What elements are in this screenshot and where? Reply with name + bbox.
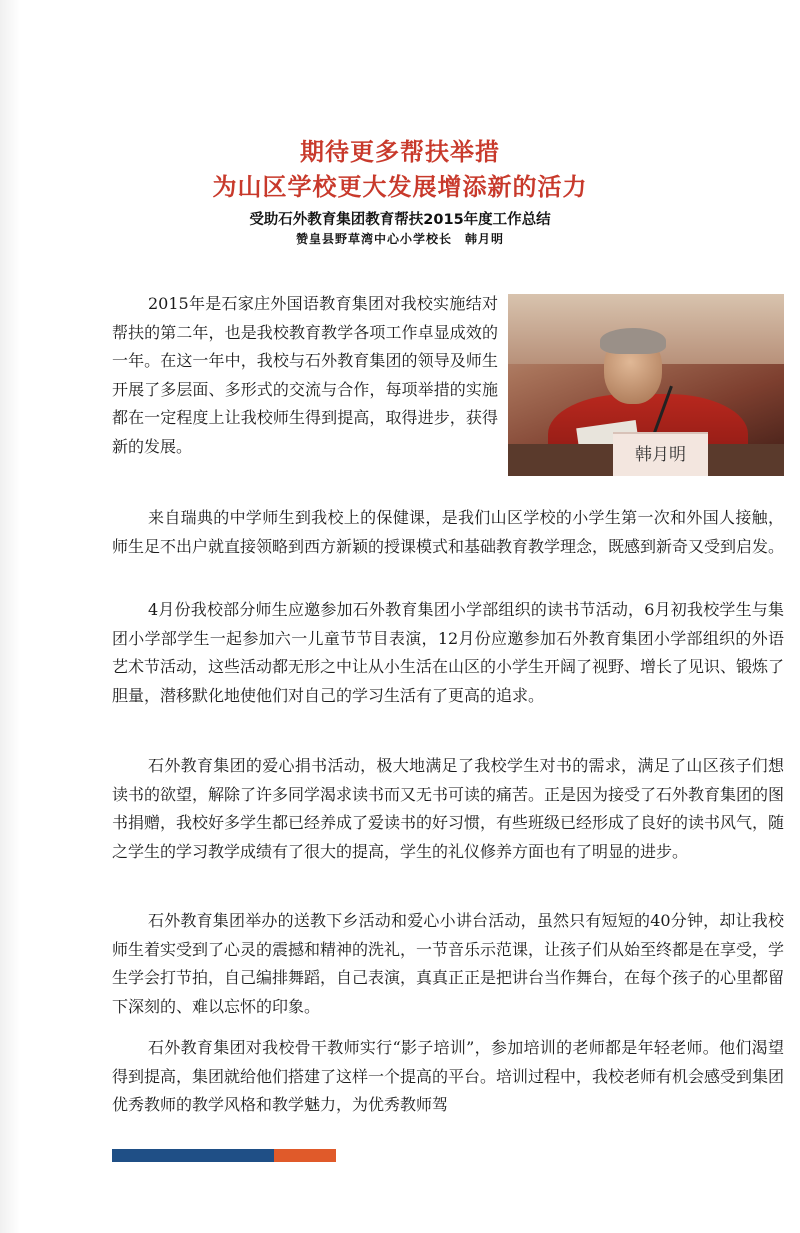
article-subtitle: 受助石外教育集团教育帮扶2015年度工作总结	[249, 212, 551, 228]
article-author: 赞皇县野草湾中心小学校长 韩月明	[295, 232, 504, 246]
paragraph-4: 石外教育集团的爱心捐书活动，极大地满足了我校学生对书的需求，满足了山区孩子们想读书的欲望，解除了许多同学渴求读书而又无书可读的痛苦。正是因为接受了石外教育集团的图书捐赠，我校好多学生都已经养成了爱读书的好习惯，有些班级已经形成了良好的读书风气，随之学生的学习教学成绩有了很大的提高，学生的礼仪修养方面也有了明显的进步。	[112, 756, 785, 861]
footer-bar-orange	[274, 1149, 336, 1162]
footer-bar-blue	[112, 1149, 274, 1162]
paragraph-1: 2015年是石家庄外国语教育集团对我校实施结对帮扶的第二年，也是我校教育教学各项工作卓显成效的一年。在这一年中，我校与石外教育集团的领导及师生开展了多层面、多形式的交流与合作，每项举措的实施都在一定程度上让我校师生得到提高，取得进步，获得新的发展。	[112, 294, 498, 456]
paragraph-5: 石外教育集团举办的送教下乡活动和爱心小讲台活动，虽然只有短短的40分钟，却让我校师生着实受到了心灵的震撼和精神的洗礼，一节音乐示范课，让孩子们从始至终都是在享受，学生学会打节拍，自己编排舞蹈，自己表演，真真正正是把讲台当作舞台，在每个孩子的心里都留下深刻的、难以忘怀的印象。	[112, 911, 785, 1016]
paragraph-3: 4月份我校部分师生应邀参加石外教育集团小学部组织的读书节活动，6月初我校学生与集团小学部学生一起参加六一儿童节节目表演，12月份应邀参加石外教育集团小学部组织的外语艺术节活动，这些活动都无形之中让从小生活在山区的小学生开阔了视野、增长了见识、锻炼了胆量，潜移默化地使他们对自己的学习生活有了更高的追求。	[112, 600, 785, 705]
paragraph-2: 来自瑞典的中学师生到我校上的保健课，是我们山区学校的小学生第一次和外国人接触，师生足不出户就直接领略到西方新颖的授课模式和基础教育教学理念，既感到新奇又受到启发。	[112, 508, 785, 556]
author-photo	[508, 294, 784, 476]
article-title-line-1: 期待更多帮扶举措	[300, 138, 500, 166]
article-title-line-2: 为山区学校更大发展增添新的活力	[212, 173, 588, 201]
paragraph-6: 石外教育集团对我校骨干教师实行“影子培训”，参加培训的老师都是年轻老师。他们渴望得到提高，集团就给他们搭建了这样一个提高的平台。培训过程中，我校老师有机会感受到集团优秀教师的教学风格和教学魅力，为优秀教师驾	[112, 1038, 785, 1115]
photo-nameplate: 韩月明	[613, 432, 708, 476]
photo-hair	[600, 328, 666, 354]
